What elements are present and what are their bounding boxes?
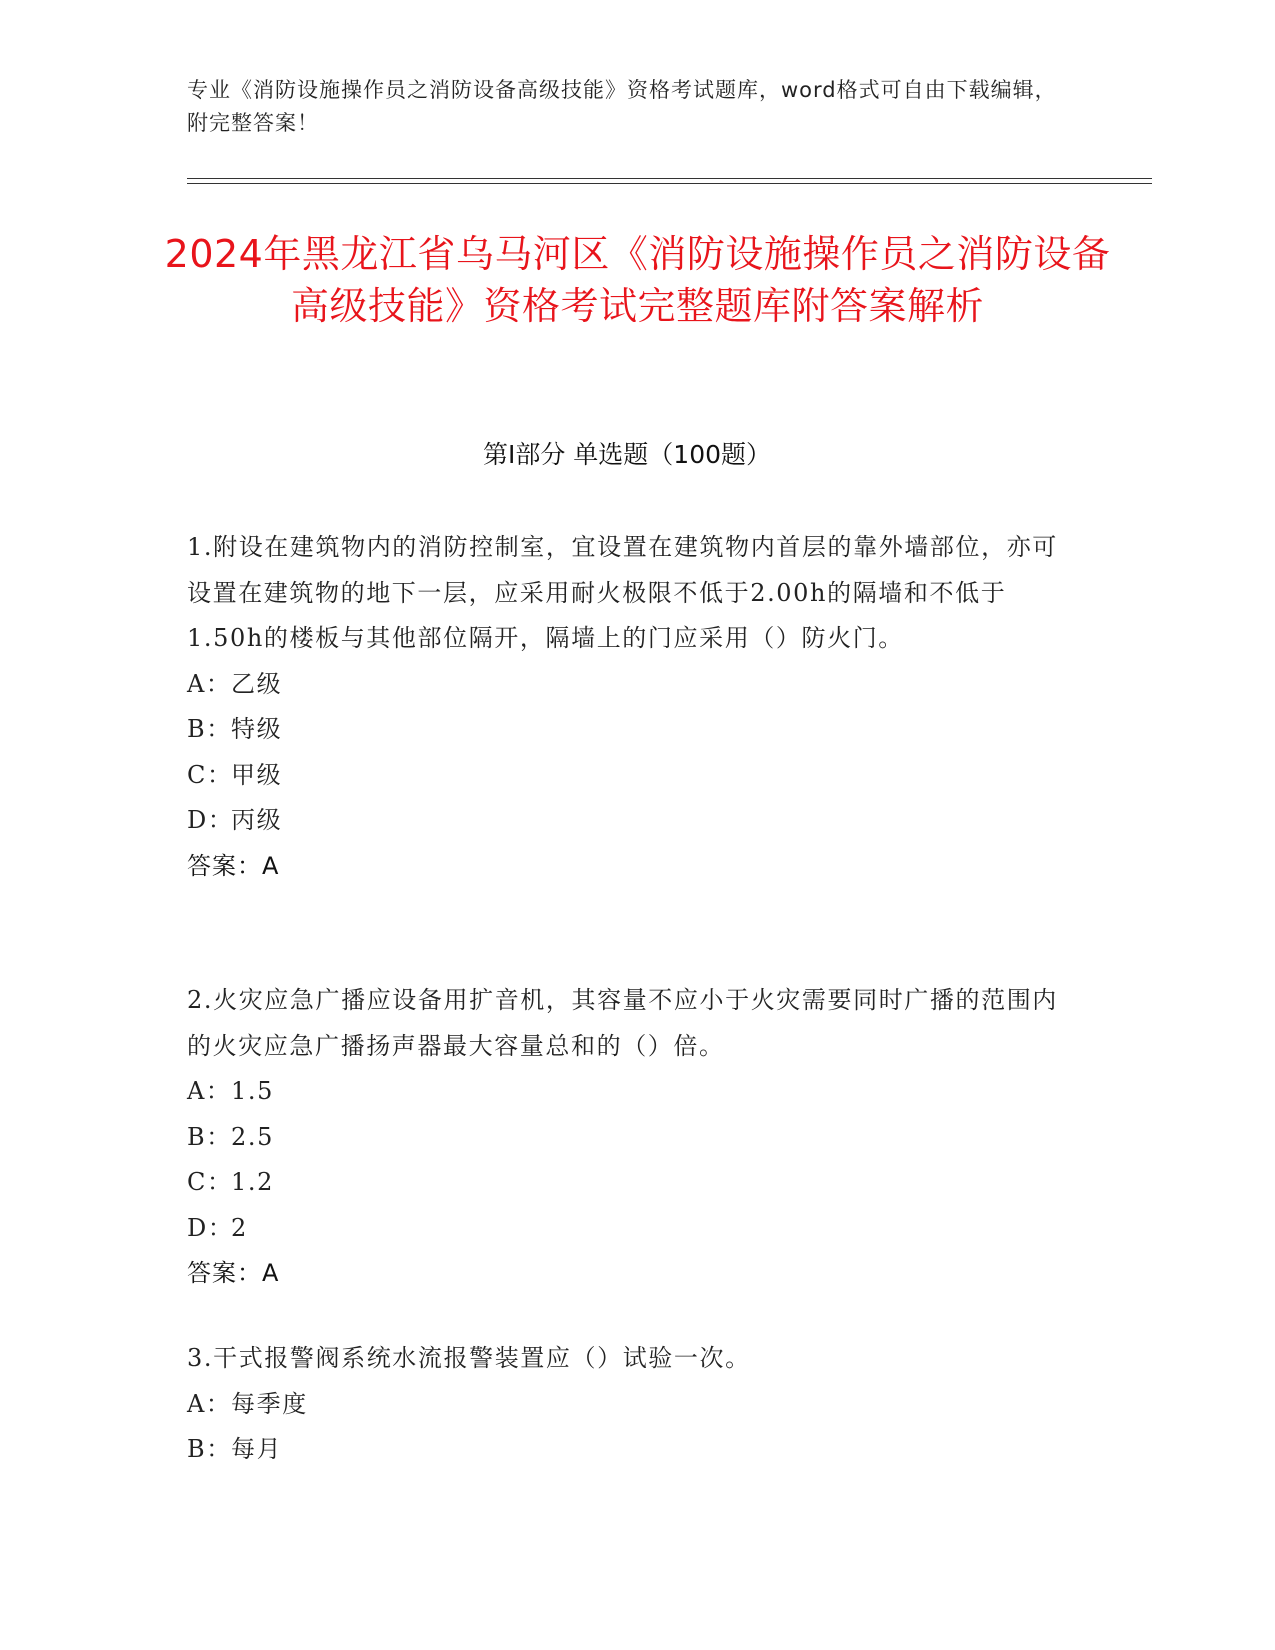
section-title: 第I部分 单选题（100题） [482,440,772,469]
option-c [187,753,1067,799]
option-key: A： [187,669,232,698]
question-stem: 2.火灾应急广播应设备用扩音机，其容量不应小于火灾需要同时广播的范围内的火灾应急广播扬声器最大容量总和的（）倍。 [187,986,1058,1060]
header-note: 专业《消防设施操作员之消防设备高级技能》资格考试题库，word格式可自由下载编辑，附完整答案！ [187,78,1057,135]
option-text: 1.2 [231,1168,274,1196]
option-key: B： [187,715,232,743]
option-b [187,707,1067,753]
option-text: 每月 [231,1435,283,1463]
option-key: D： [187,806,234,834]
option-key: A： [187,1389,232,1418]
header-divider-top [187,178,1152,179]
option-text: 2 [231,1213,248,1242]
option-a [187,1382,1067,1428]
option-key: B： [187,1122,232,1151]
option-c [187,1160,1067,1206]
answer-line: 答案：A [187,1259,280,1287]
option-d [187,1206,1067,1252]
option-key: C： [187,760,233,789]
option-a [187,662,1067,708]
option-d [187,798,1067,844]
question-1 [187,525,1067,889]
option-text: 2.5 [231,1122,274,1151]
option-a [187,1069,1067,1115]
option-b [187,1115,1067,1161]
option-key: A： [187,1077,232,1105]
option-key: C： [187,1168,233,1196]
option-text: 特级 [231,715,283,743]
question-3 [187,1336,1067,1473]
document-title: 2024年黑龙江省乌马河区《消防设施操作员之消防设备高级技能》资格考试完整题库附答案解析 [164,232,1111,328]
option-key: B： [187,1435,232,1463]
option-text: 1.5 [231,1077,274,1105]
answer-line: 答案：A [187,851,280,880]
option-text: 甲级 [231,760,283,789]
option-b [187,1427,1067,1473]
option-text: 乙级 [231,669,283,698]
option-text: 丙级 [231,806,283,834]
question-stem: 1.附设在建筑物内的消防控制室，宜设置在建筑物内首层的靠外墙部位，亦可设置在建筑物的地下一层，应采用耐火极限不低于2.00h的隔墙和不低于1.50h的楼板与其他部位隔开，隔墙上的门应采用（）防火门。 [187,533,1058,652]
option-text: 每季度 [231,1389,308,1418]
header-divider-bottom [187,183,1152,184]
question-2 [187,978,1067,1297]
option-key: D： [187,1213,234,1242]
question-stem: 3.干式报警阀系统水流报警装置应（）试验一次。 [187,1344,751,1372]
